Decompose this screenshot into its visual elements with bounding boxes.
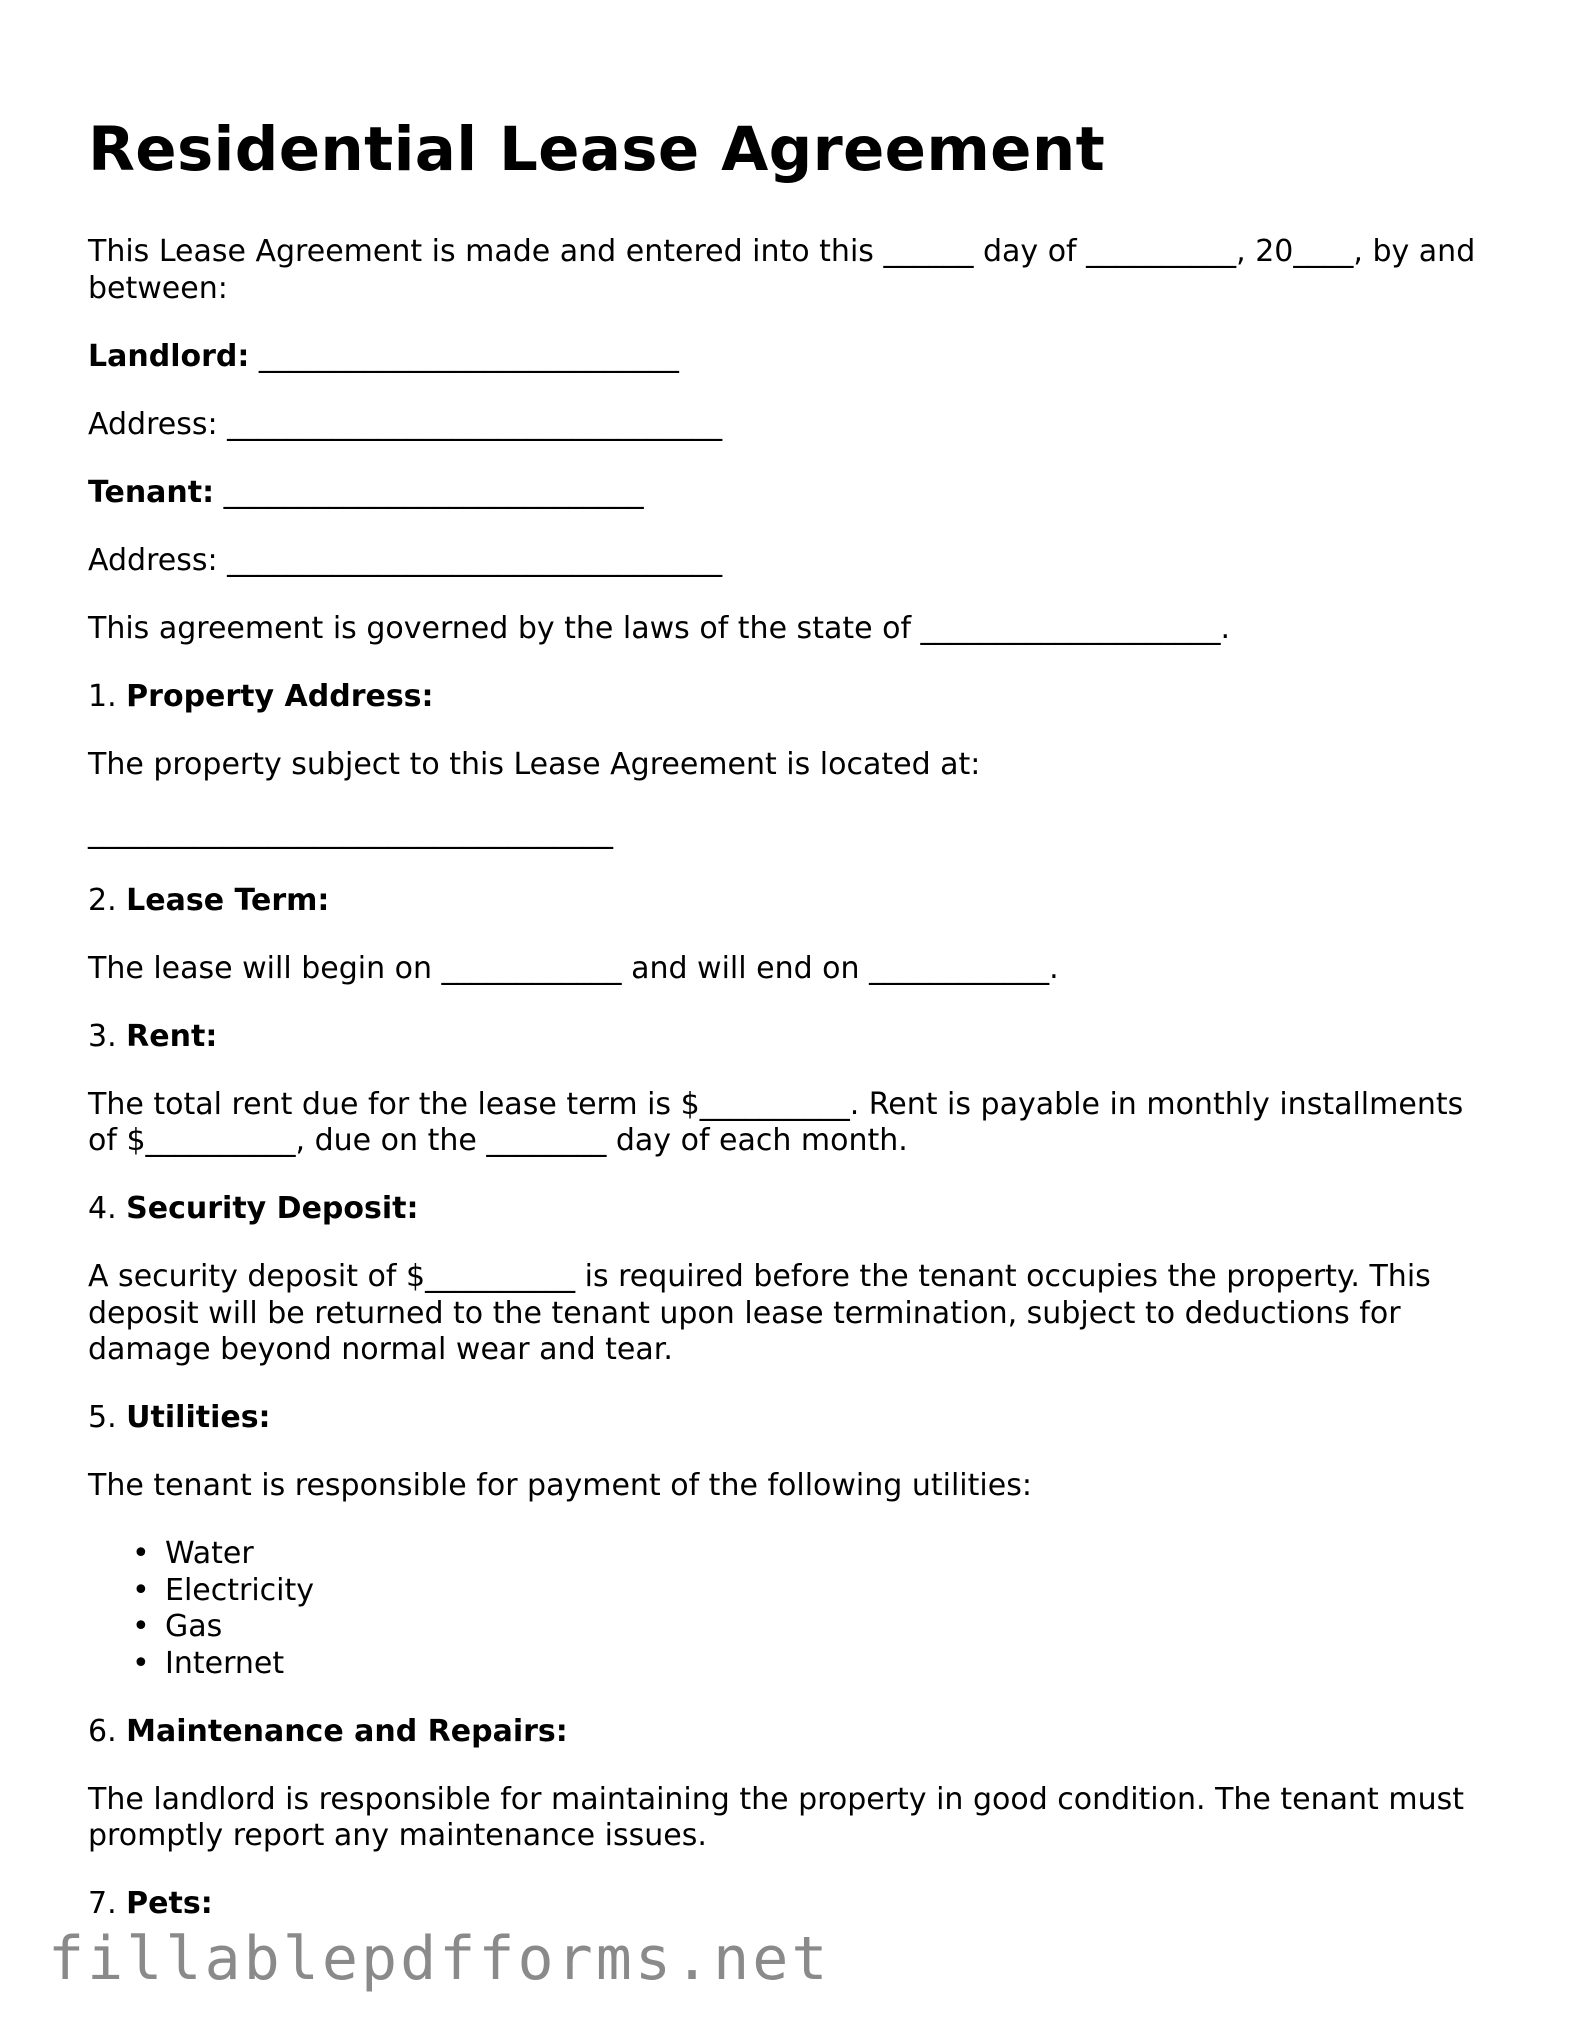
tenant-line (88, 475, 1498, 512)
watermark: fillablepdfforms.net (48, 1924, 831, 1994)
bullet-icon: • (132, 1609, 150, 1644)
lease-document (88, 108, 1498, 1954)
section-heading-utilities (88, 1400, 1498, 1437)
bullet-icon: • (132, 1572, 150, 1608)
section-title: Rent: (126, 1018, 218, 1054)
section-heading-pets (88, 1886, 1498, 1923)
list-item (132, 1573, 1498, 1610)
bullet-icon: • (132, 1645, 150, 1681)
landlord-blank[interactable]: ____________________________ (249, 338, 679, 374)
governing-law-paragraph: This agreement is governed by the laws of the state of ____________________. (88, 610, 1231, 646)
intro-paragraph: This Lease Agreement is made and entered into this ______ day of __________, 20____, by and between: (88, 234, 1485, 306)
list-item-label: Gas (165, 1609, 223, 1644)
section-number: 4. (88, 1191, 127, 1226)
section-title: Utilities: (126, 1400, 271, 1435)
utilities-paragraph: The tenant is responsible for payment of the following utilities: (88, 1468, 1032, 1503)
property-address-blank[interactable]: ___________________________________ (88, 814, 613, 850)
list-item-label: Water (165, 1536, 254, 1571)
section-number: 1. (88, 678, 127, 714)
section-heading-rent (88, 1019, 1498, 1056)
section-title: Pets: (126, 1886, 213, 1921)
section-heading-maintenance (88, 1714, 1498, 1751)
section-number: 2. (88, 882, 127, 918)
tenant-blank[interactable]: ____________________________ (214, 474, 644, 510)
rent-paragraph: The total rent due for the lease term is $__________. Rent is payable in monthly installments of $__________, due on the ________ day of each month. (88, 1086, 1473, 1158)
section-number: 7. (88, 1886, 127, 1921)
maintenance-paragraph: The landlord is responsible for maintaining the property in good condition. The tenant must promptly report any maintenance issues. (88, 1781, 1474, 1853)
section-heading-deposit (88, 1191, 1498, 1228)
section-heading-term (88, 883, 1498, 920)
section-number: 3. (88, 1018, 127, 1054)
list-item (132, 1536, 1498, 1573)
landlord-line (88, 339, 1498, 376)
section-title: Lease Term: (126, 882, 330, 918)
landlord-label: Landlord: (88, 338, 250, 374)
list-item (132, 1646, 1498, 1683)
list-item-label: Internet (165, 1645, 285, 1681)
document-title: Residential Lease Agreement (88, 114, 1106, 185)
deposit-paragraph: A security deposit of $__________ is required before the tenant occupies the property. This deposit will be returned to the tenant upon lease termination, subject to deductions for damage beyond normal wear and tear. (88, 1259, 1441, 1367)
list-item-label: Electricity (165, 1572, 315, 1608)
bullet-icon: • (132, 1536, 150, 1571)
section-number: 5. (88, 1400, 127, 1435)
tenant-label: Tenant: (88, 474, 215, 510)
section-title: Maintenance and Repairs: (126, 1713, 568, 1749)
property-paragraph: The property subject to this Lease Agreement is located at: (88, 746, 981, 782)
section-title: Property Address: (126, 678, 434, 714)
section-number: 6. (88, 1713, 127, 1749)
list-item (132, 1609, 1498, 1646)
tenant-address-line[interactable]: Address: _________________________________ (88, 542, 723, 578)
term-paragraph: The lease will begin on ____________ and will end on ____________. (88, 950, 1059, 986)
landlord-address-line[interactable]: Address: _________________________________ (88, 406, 723, 442)
section-title: Security Deposit: (126, 1191, 419, 1226)
section-heading-property (88, 679, 1498, 716)
utilities-list (88, 1536, 1498, 1682)
